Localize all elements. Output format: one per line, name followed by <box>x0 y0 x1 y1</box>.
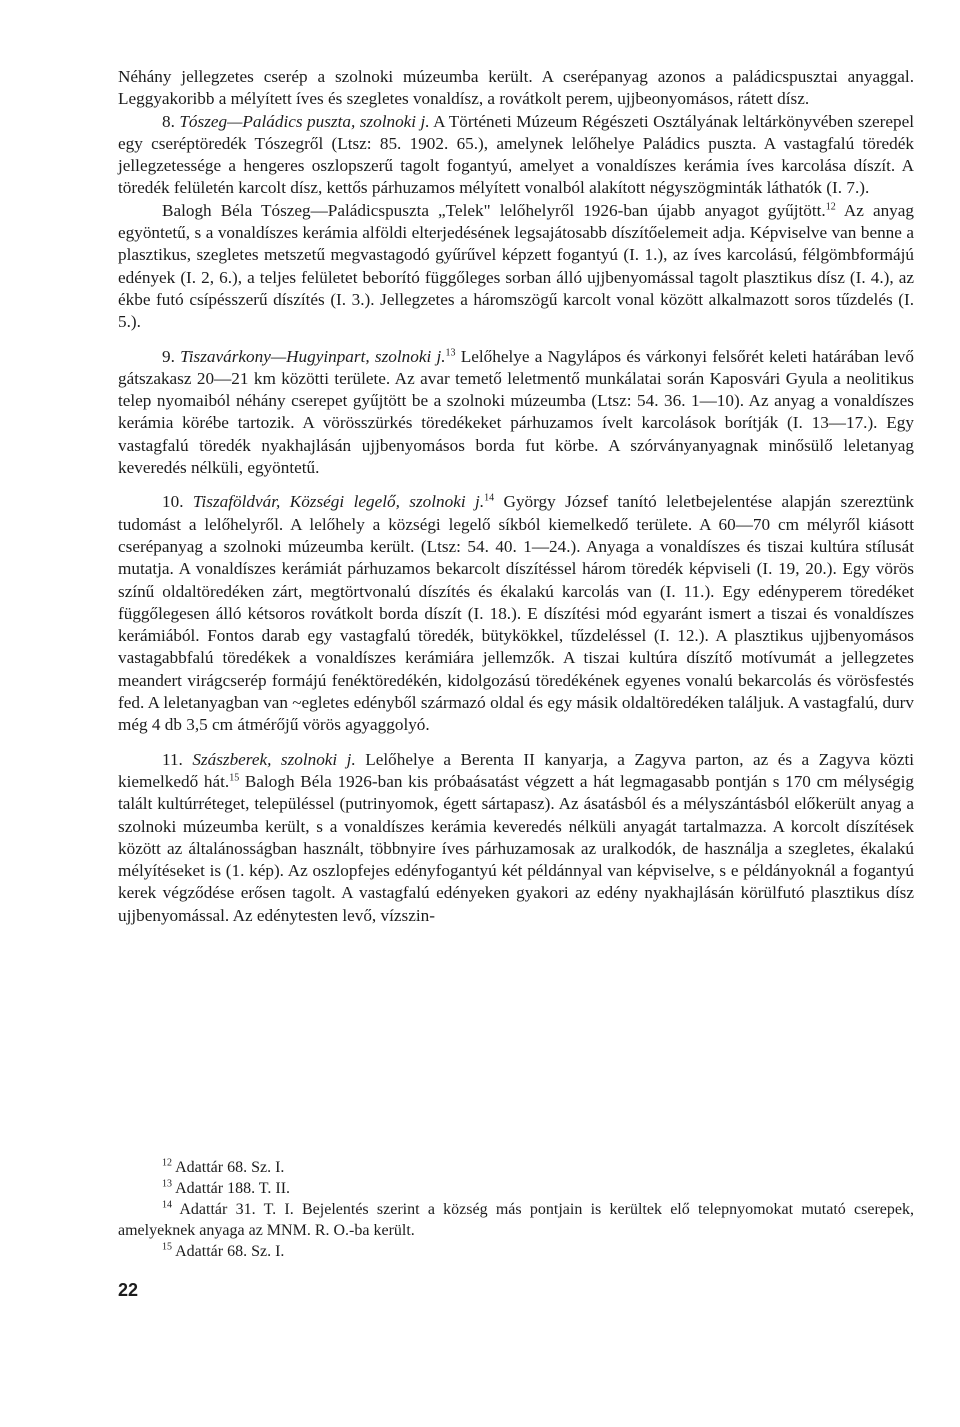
section-10-number: 10. <box>162 492 184 512</box>
section-9-title: Tiszavárkony—Hugyinpart, szolnoki j. <box>180 346 446 366</box>
section-8-text-2b: Az anyag egyöntetű, s a vonaldíszes kerámia alföldi elterjedésének legsajátosabb díszítőelemeit adja. Képviselve van benne a plasztikus, szegletes metszetű megvastagodó gyűrűvel képzett fogantyú (I. 1.), az íves karcolású, félgömbformájú edények (I. 2, 6.), a teljes felületet beborító függőleges sorban álló ujjbenyomással tagolt plasztikus dísz (I. 4.), az ékbe futó csípésszerű díszítés (I. 3.). Jellegzetes a háromszögű karcolt vonal között alkalmazott soros tűzdelés (I. 5.). <box>118 200 914 332</box>
footnotes <box>118 1157 914 1262</box>
section-11-text-b: Balogh Béla 1926-ban kis próbaásatást végzett a hát legmagasabb pontján s 170 cm mélységig talált kultúrréteget, településsel (putrinyomok, égett sártapasz). Az ásatásból és a mélyszántásból előkerült anyag a szolnoki múzeumba került, s a vonaldíszes kerámia keveredés nélküli anyagát tartalmazza. A korcolt díszítések között az általánosságban használt, többnyire íves párhuzamosak az uralkodók, de használja a szegletes, ékalakú mélyítéseket is (1. kép). Az oszlopfejes edényfogantyú két példánnyal van képviselve, s e példányoknál a fogantyú kerek végződése erősen tagolt. A vastagfalú edényeken gyakori az edény nyakhajlásán körülfutó plasztikus dísz ujjbenyomással. Az edénytesten levő, vízszin- <box>118 771 914 925</box>
footnote-ref-12: 12 <box>825 201 836 213</box>
footnote-number: 15 <box>162 1241 172 1253</box>
section-11-paragraph <box>118 749 914 927</box>
footnote-ref-15: 15 <box>229 772 240 784</box>
footnote-text: Adattár 68. Sz. I. <box>172 1243 285 1260</box>
footnote-number: 13 <box>162 1178 172 1190</box>
section-10-text: György József tanító leletbejelentése alapján szereztünk tudomást a lelőhelyről. A lelőhely a községi legelő síkból kiemelkedő területe. A 60—70 cm mélyről kiásott cserépanyag a szolnoki múzeumba került. (Ltsz: 54. 40. 1—24.). Anyaga a vonaldíszes és tiszai kultúra stílusát mutatja. A vonaldíszes kerámiát párhuzamos bekarcolt díszítéssel három töredék képviseli (I. 19, 20.). Egy vörös színű oldaltöredéken zárt, megtörtvonalú díszítés és ékalakú karcolás van (I. 11.). Egy edényperem töredéket függőlegesen álló kétsoros rovátkolt borda díszít (I. 18.). E díszítési mód egyaránt ismert a tiszai és vonaldíszes kerámiából. Fontos darab egy vastagfalú töredék, bütykökkel, tűzdeléssel (I. 12.). A plasztikus ujjbenyomásos vastagabbfalú töredékek a vonaldíszes kerámiára jellemzők. A tiszai kultúra díszítő motívumát a jellegzetes meandert virágcserép formájú fenéktöredékén, kidolgozású töredékének egyenes vonalú bekarcolás és vörösfestés fed. A leletanyagban van ~egletes edényből származó oldal és egy másik oldaltöredéken találjuk. A vastagfalú, durv még 4 db 3,5 cm átmérőjű vörös agyaggolyó. <box>118 492 914 735</box>
section-9-text: Lelőhelye a Nagylápos és várkonyi felsőrét keleti határában levő gátszakasz 20—21 km közötti területe. Az avar temető leletmentő munkálatai során Kaposvári Gyula a neolitikus telep nyomaiból néhány cserepet gyűjtött be a szolnoki múzeumba (Ltsz: 54. 36. 1—10). Az anyag a vonaldíszes kerámia körébe tartozik. A vörösszürkés töredékeket párhuzamos ívelt karcolások borítják (I. 13—17.). Egy vastagfalú töredék nyakhajlásán ujjbenyomásos borda fut körbe. A szórványanyagnak minősülő leletanyag keveredés nélküli, egyöntetű. <box>118 346 914 478</box>
footnote-text: Adattár 31. T. I. Bejelentés szerint a község más pontjain is kerültek elő telepnyomokat mutató cserepek, amelyeknek anyaga az MNM. R. O.-ba került. <box>118 1201 914 1239</box>
main-text <box>118 66 914 927</box>
intro-paragraph: Néhány jellegzetes cserép a szolnoki múzeumba került. A cserépanyag azonos a paládicspusztai anyaggal. Leggyakoribb a mélyített íves és szegletes vonaldísz, a rovátkolt perem, ujjbeonyomásos, rátett dísz. <box>118 67 914 109</box>
footnote-number: 12 <box>162 1157 172 1169</box>
section-8-paragraph <box>118 111 914 200</box>
footnote-ref-13: 13 <box>445 346 456 358</box>
section-11-number: 11. <box>162 749 183 769</box>
section-11-title: Szászberek, szolnoki j. <box>192 749 356 769</box>
page-number: 22 <box>118 1280 139 1300</box>
section-9-number: 9. <box>162 346 175 366</box>
footnote-15 <box>118 1241 914 1262</box>
footnote-12 <box>118 1157 914 1178</box>
section-8-text-2a: Balogh Béla Tószeg—Paládicspuszta „Telek" lelőhelyről 1926-ban újabb anyagot gyűjtött. <box>162 200 826 220</box>
section-10-title: Tiszaföldvár, Községi legelő, szolnoki j. <box>192 492 485 512</box>
section-8-number: 8. <box>162 111 175 131</box>
section-8-paragraph-2 <box>118 200 914 334</box>
footnote-text: Adattár 188. T. II. <box>172 1180 291 1197</box>
section-8-title: Tószeg—Paládics puszta, szolnoki j. <box>179 111 430 131</box>
section-10-paragraph <box>118 491 914 736</box>
footnote-ref-14: 14 <box>484 492 495 504</box>
footnote-14 <box>118 1199 914 1241</box>
section-9-paragraph <box>118 346 914 480</box>
footnote-13 <box>118 1178 914 1199</box>
footnote-text: Adattár 68. Sz. I. <box>172 1159 285 1176</box>
footnote-number: 14 <box>162 1199 172 1211</box>
section-8-text: A Történeti Múzeum Régészeti Osztályának leltárkönyvében szerepel egy cseréptöredék Tószegről (Ltsz: 85. 1902. 65.), amelynek lelőhelye Paládics puszta. A vastagfalú töredék jellegzetessége a hengeres oszlopszerű tagolt fogantyú, amelyet a vonaldíszes kerámia íves karcolása díszít. A töredék felületén karcolt dísz, kettős párhuzamos mélyített vonalból alakított négyszögminták láthatók (I. 7.). <box>118 111 915 198</box>
section-11-text-a: Lelőhelye a Berenta II kanyarja, a Zagyva parton, az és a Zagyva közti kiemelkedő hát. <box>118 749 914 791</box>
